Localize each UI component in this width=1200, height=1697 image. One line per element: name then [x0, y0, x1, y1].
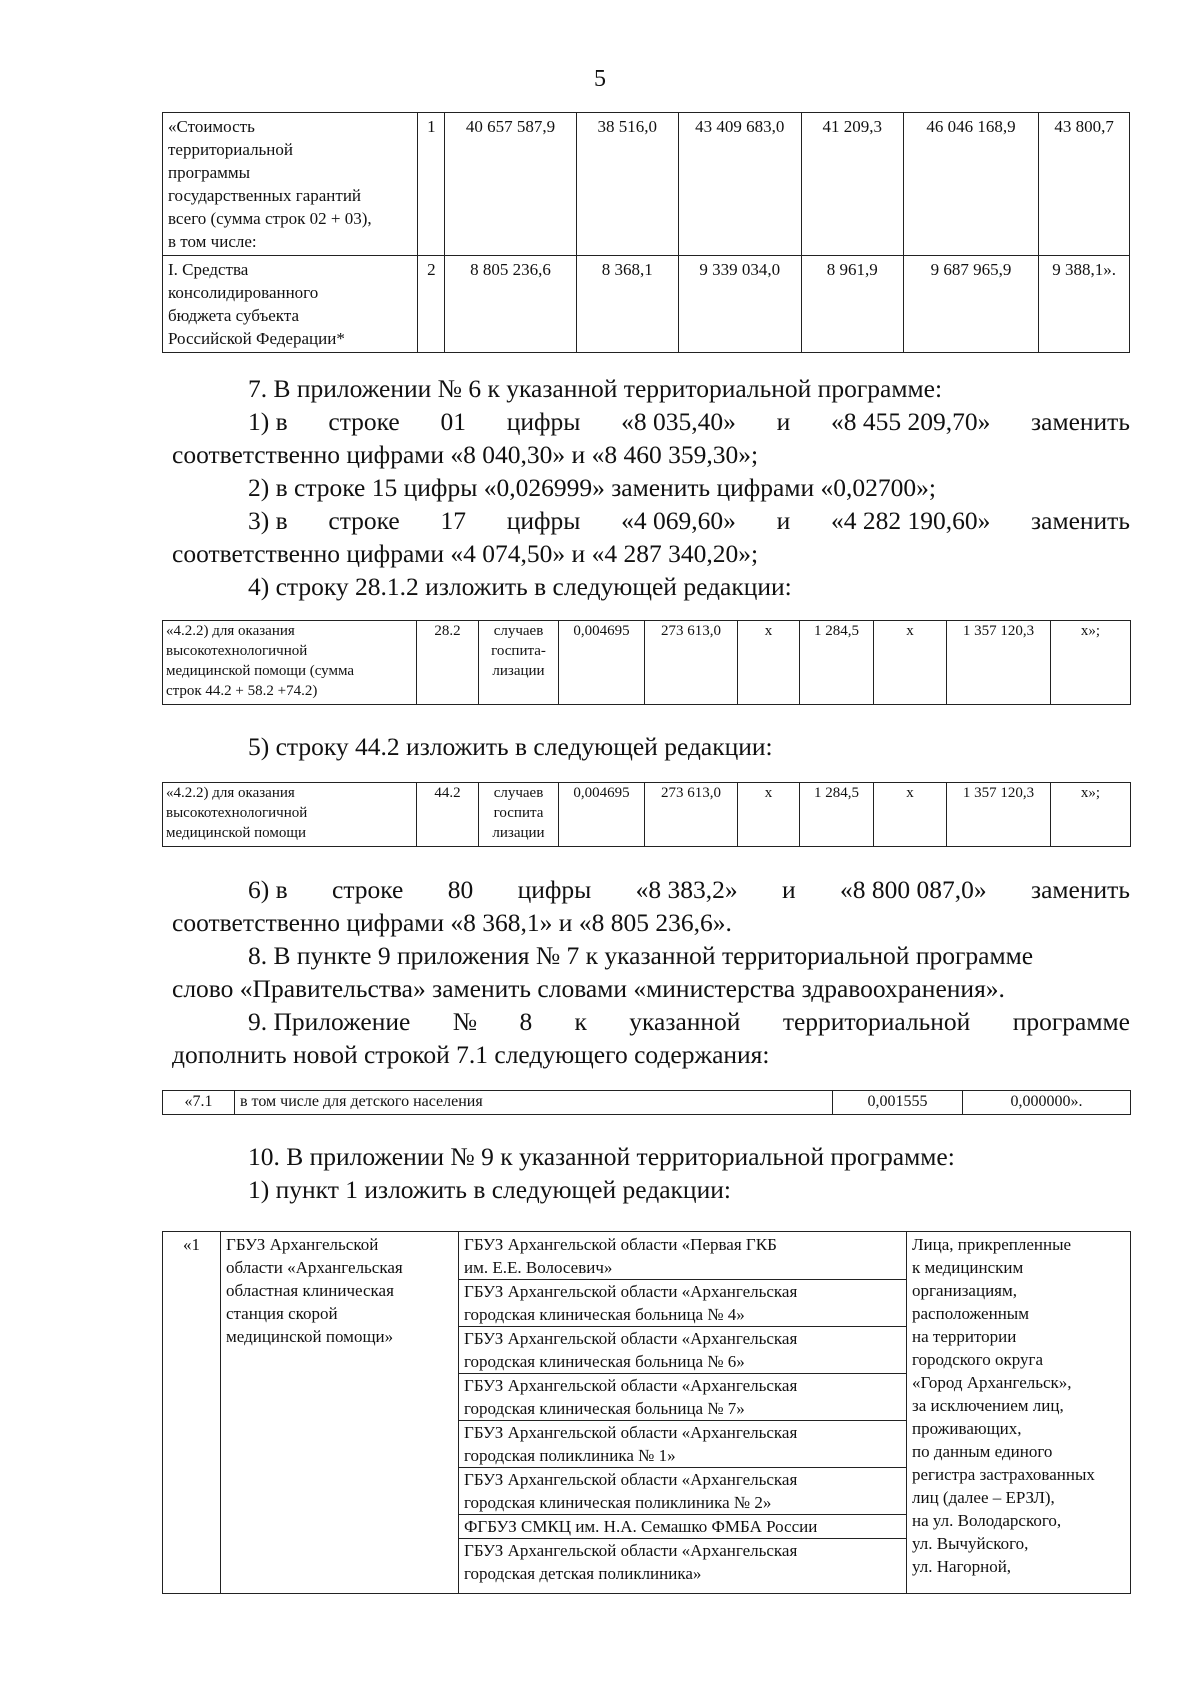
row-code: «7.1: [163, 1091, 235, 1115]
item10-block: [172, 1140, 1130, 1206]
row-name-cell: «4.2.2) для оказания высокотехнологичной медицинской помощи (сумма строк 44.2 + 58.2 +74.2): [163, 621, 417, 705]
row-28-table: [162, 620, 1131, 705]
item10-s1: 1) пункт 1 изложить в следующей редакции:: [248, 1175, 731, 1204]
value-cell: 38 516,0: [576, 113, 678, 256]
value-cell: 40 657 587,9: [445, 113, 576, 256]
row-44-table: [162, 782, 1131, 847]
row-7-1-table: [162, 1090, 1131, 1115]
organization-item: ГБУЗ Архангельской области «Архангельская городская клиническая поликлиника № 2»: [459, 1468, 906, 1515]
item7-block: [172, 372, 1130, 603]
item9-line2: дополнить новой строкой 7.1 следующего содержания:: [172, 1040, 770, 1069]
organization-item: ГБУЗ Архангельской области «Первая ГКБ им. Е.Е. Волосевич»: [459, 1233, 906, 1280]
value-cell: 43 800,7: [1039, 113, 1130, 256]
persons-cell: Лица, прикрепленные к медицинским организациям, расположенным на территории городского округа «Город Архангельск», за исключением лиц, проживающих, по данным единого регистра застрахованных лиц (далее – ЕРЗЛ), на ул. Володарского, ул. Вычуйского, ул. Нагорной,: [907, 1232, 1131, 1594]
row-name-cell: «4.2.2) для оказания высокотехнологичной медицинской помощи: [163, 783, 417, 847]
value-cell: 273 613,0: [645, 621, 738, 705]
row-code: 2: [418, 256, 445, 353]
item7-s4: 4) строку 28.1.2 изложить в следующей редакции:: [248, 572, 792, 601]
organization-item: ГБУЗ Архангельской области «Архангельская городская поликлиника № 1»: [459, 1421, 906, 1468]
item7-s5: 5) строку 44.2 изложить в следующей редакции:: [248, 732, 773, 761]
row-name-cell: «Стоимость территориальной программы государственных гарантий всего (сумма строк 02 + 03), в том числе:: [163, 113, 418, 256]
item7-s1-line: 1) в строке 01 цифры «8 035,40» и «8 455 209,70» заменить: [248, 407, 1130, 436]
row-code: 44.2: [417, 783, 479, 847]
item7-s3-line: 3) в строке 17 цифры «4 069,60» и «4 282 190,60» заменить: [248, 506, 1130, 535]
item10-heading: 10. В приложении № 9 к указанной территориальной программе:: [248, 1142, 955, 1171]
table-row: [163, 256, 1130, 353]
value-cell: 1 284,5: [800, 621, 874, 705]
value-cell: 1 357 120,3: [947, 783, 1051, 847]
row-code: 28.2: [417, 621, 479, 705]
item9-line1: 9. Приложение № 8 к указанной территориальной программе: [248, 1007, 1130, 1036]
organization-item: ГБУЗ Архангельской области «Архангельская городская клиническая больница № 4»: [459, 1280, 906, 1327]
row-code: 1: [418, 113, 445, 256]
value-cell: 273 613,0: [645, 783, 738, 847]
item8-line2: слово «Правительства» заменить словами «министерства здравоохранения».: [172, 974, 1005, 1003]
station-cell: ГБУЗ Архангельской области «Архангельская областная клиническая станция скорой медицинской помощи»: [221, 1232, 459, 1594]
value-cell: 0,001555: [833, 1091, 963, 1115]
value-cell: 8 368,1: [576, 256, 678, 353]
item8-line1: 8. В пункте 9 приложения № 7 к указанной территориальной программе: [248, 941, 1034, 970]
organization-item: ФГБУЗ СМКЦ им. Н.А. Семашко ФМБА России: [459, 1515, 906, 1539]
table-row: [163, 113, 1130, 256]
row-text: в том числе для детского населения: [235, 1091, 833, 1115]
unit-cell: случаев госпита лизации: [479, 783, 559, 847]
item7-s2: 2) в строке 15 цифры «0,026999» заменить цифрами «0,02700»;: [248, 473, 936, 502]
organizations-cell: [459, 1232, 907, 1594]
value-cell: х: [738, 783, 800, 847]
value-cell: х»;: [1051, 621, 1131, 705]
value-cell: 46 046 168,9: [903, 113, 1038, 256]
value-cell: 8 961,9: [801, 256, 903, 353]
table-row: [163, 1091, 1131, 1115]
item7-s1-cont: соответственно цифрами «8 040,30» и «8 460 359,30»;: [172, 440, 759, 469]
value-cell: 0,004695: [559, 621, 645, 705]
unit-cell: случаев госпита- лизации: [479, 621, 559, 705]
table-row: [163, 783, 1131, 847]
value-cell: х: [874, 621, 947, 705]
value-cell: 1 357 120,3: [947, 621, 1051, 705]
value-cell: х: [874, 783, 947, 847]
value-cell: 0,000000».: [963, 1091, 1131, 1115]
item7-heading: 7. В приложении № 6 к указанной территориальной программе:: [248, 374, 943, 403]
organization-item: ГБУЗ Архангельской области «Архангельская городская детская поликлиника»: [464, 1541, 798, 1583]
organization-item: ГБУЗ Архангельской области «Архангельская городская клиническая больница № 7»: [459, 1374, 906, 1421]
items-6-9-block: [172, 873, 1130, 1071]
value-cell: 9 687 965,9: [903, 256, 1038, 353]
value-cell: 8 805 236,6: [445, 256, 576, 353]
attachment-table: [162, 1231, 1131, 1594]
table-row: [163, 621, 1131, 705]
item7-s6-line: 6) в строке 80 цифры «8 383,2» и «8 800 087,0» заменить: [248, 875, 1130, 904]
row-number: «1: [163, 1232, 221, 1594]
value-cell: 1 284,5: [800, 783, 874, 847]
value-cell: х»;: [1051, 783, 1131, 847]
value-cell: 9 388,1».: [1039, 256, 1130, 353]
cost-table: [162, 112, 1130, 353]
row-name-cell: I. Средства консолидированного бюджета субъекта Российской Федерации*: [163, 256, 418, 353]
table-row: [163, 1232, 1131, 1594]
page-number: 5: [594, 66, 606, 92]
value-cell: х: [738, 621, 800, 705]
value-cell: 9 339 034,0: [678, 256, 801, 353]
item7-s6-cont: соответственно цифрами «8 368,1» и «8 805 236,6».: [172, 908, 732, 937]
value-cell: 41 209,3: [801, 113, 903, 256]
value-cell: 43 409 683,0: [678, 113, 801, 256]
item7-s3-cont: соответственно цифрами «4 074,50» и «4 287 340,20»;: [172, 539, 759, 568]
item7-s5-block: [172, 730, 1130, 763]
organization-item: ГБУЗ Архангельской области «Архангельская городская клиническая больница № 6»: [459, 1327, 906, 1374]
value-cell: 0,004695: [559, 783, 645, 847]
